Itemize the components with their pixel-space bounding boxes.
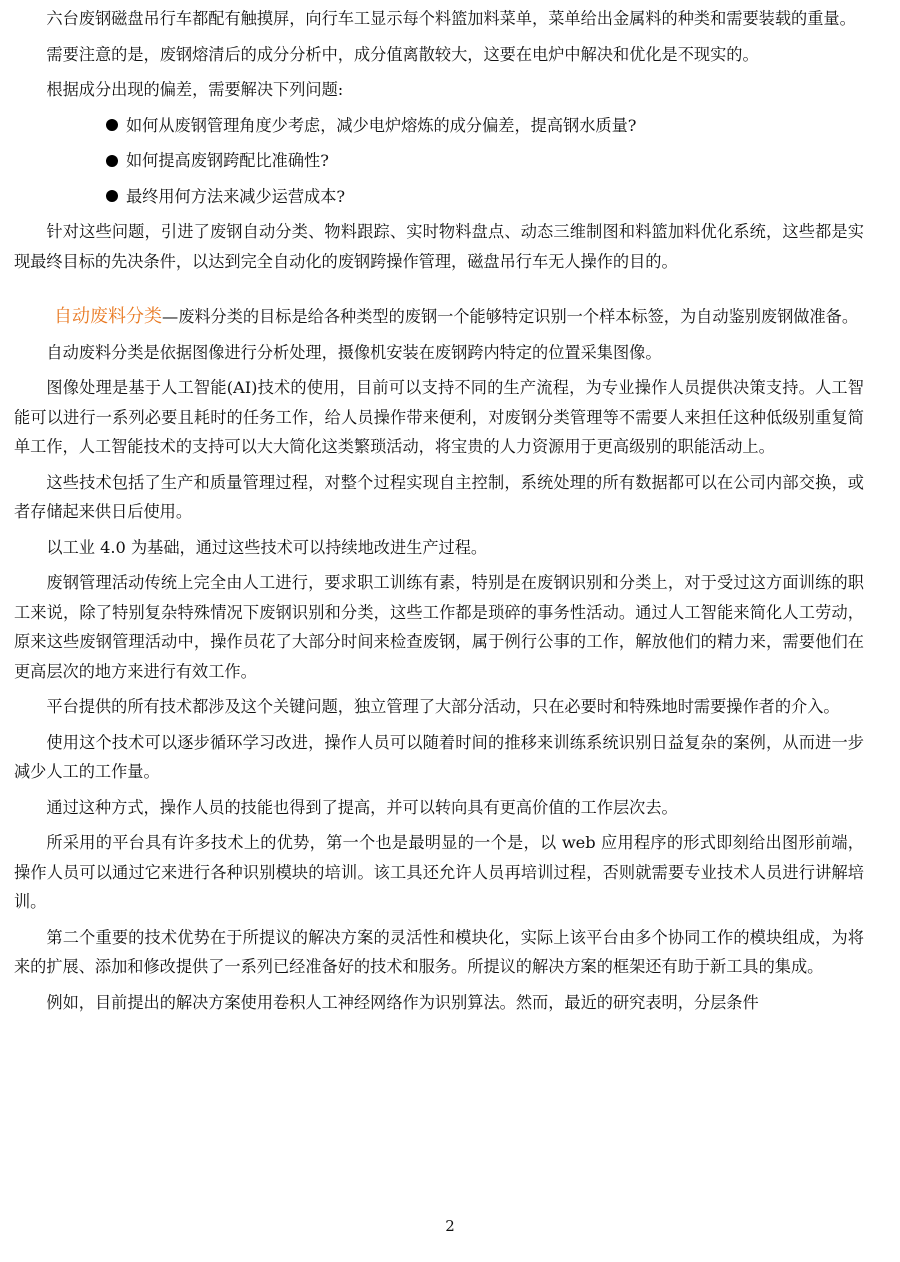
section-title: 自动废料分类 (54, 306, 162, 327)
paragraph: 所采用的平台具有许多技术上的优势，第一个也是最明显的一个是，以 web 应用程序的形式即刻给出图形前端，操作人员可以通过它来进行各种识别模块的培训。该工具还允许人员再培训过程，否则就需要专业技术人员进行讲解培训。 (14, 833, 864, 911)
bullet-icon (106, 119, 118, 131)
list-item (106, 182, 864, 212)
paragraph: 根据成分出现的偏差，需要解决下列问题: (46, 80, 344, 99)
paragraph: 这些技术包括了生产和质量管理过程，对整个过程实现自主控制，系统处理的所有数据都可以在公司内部交换，或者存储起来供日后使用。 (14, 472, 864, 521)
paragraph: 使用这个技术可以逐步循环学习改进，操作人员可以随着时间的推移来训练系统识别日益复杂的案例，从而进一步减少人工的工作量。 (14, 732, 864, 781)
bullet-icon (106, 190, 118, 202)
list-item-text: 如何从废钢管理角度少考虑，减少电炉熔炼的成分偏差，提高钢水质量? (126, 115, 637, 135)
paragraph: 自动废料分类是依据图像进行分析处理，摄像机安装在废钢跨内特定的位置采集图像。 (46, 342, 662, 362)
list-item (106, 146, 864, 176)
paragraph: 平台提供的所有技术都涉及这个关键问题，独立管理了大部分活动，只在必要时和特殊地时需要操作者的介入。 (46, 697, 840, 716)
list-item (106, 111, 864, 141)
paragraph: 废钢管理活动传统上完全由人工进行，要求职工训练有素，特别是在废钢识别和分类上，对于受过这方面训练的职工来说，除了特别复杂特殊情况下废钢识别和分类，这些工作都是琐碎的事务性活动。通过人工智能来简化人工劳动，原来这些废钢管理活动中，操作员花了大部分时间来检查废钢，属于例行公事的工作，解放他们的精力来，需要他们在更高层次的地方来进行有效工作。 (14, 573, 864, 681)
paragraph: 需要注意的是，废钢熔清后的成分分析中，成分值离散较大，这要在电炉中解决和优化是不现实的。 (46, 44, 759, 64)
paragraph: 以工业 4.0 为基础，通过这些技术可以持续地改进生产过程。 (46, 537, 488, 557)
section-spacer (14, 282, 864, 302)
paragraph: 第二个重要的技术优势在于所提议的解决方案的灵活性和模块化，实际上该平台由多个协同工作的模块组成，为将来的扩展、添加和修改提供了一系列已经准备好的技术和服务。所提议的解决方案的框架还有助于新工具的集成。 (14, 927, 864, 976)
list-item-text: 如何提高废钢跨配比准确性? (126, 151, 329, 170)
question-list (14, 111, 864, 212)
paragraph: 通过这种方式，操作人员的技能也得到了提高，并可以转向具有更高价值的工作层次去。 (46, 797, 678, 817)
list-item-text: 最终用何方法来减少运营成本? (126, 186, 346, 206)
document-page (14, 4, 864, 1023)
section-intro: —废料分类的目标是给各种类型的废钢一个能够特定识别一个样本标签，为自动鉴别废钢做准备。 (162, 307, 859, 326)
paragraph: 六台废钢磁盘吊行车都配有触摸屏，向行车工显示每个料篮加料菜单，菜单给出金属料的种类和需要装载的重量。 (46, 9, 856, 28)
paragraph: 针对这些问题，引进了废钢自动分类、物料跟踪、实时物料盘点、动态三维制图和料篮加料优化系统，这些都是实现最终目标的先决条件，以达到完全自动化的废钢跨操作管理，磁盘吊行车无人操作的目的。 (14, 222, 864, 271)
section-heading-paragraph (14, 302, 864, 332)
bullet-icon (106, 155, 118, 167)
page-number: 2 (445, 1217, 455, 1235)
paragraph: 例如，目前提出的解决方案使用卷积人工神经网络作为识别算法。然而，最近的研究表明，分层条件 (46, 992, 759, 1012)
paragraph: 图像处理是基于人工智能(AI)技术的使用，目前可以支持不同的生产流程，为专业操作人员提供决策支持。人工智能可以进行一系列必要且耗时的任务工作，给人员操作带来便利，对废钢分类管理等不需要人来担任这种低级别重复简单工作，人工智能技术的支持可以大大简化这类繁琐活动，将宝贵的人力资源用于更高级别的职能活动上。 (14, 378, 864, 456)
